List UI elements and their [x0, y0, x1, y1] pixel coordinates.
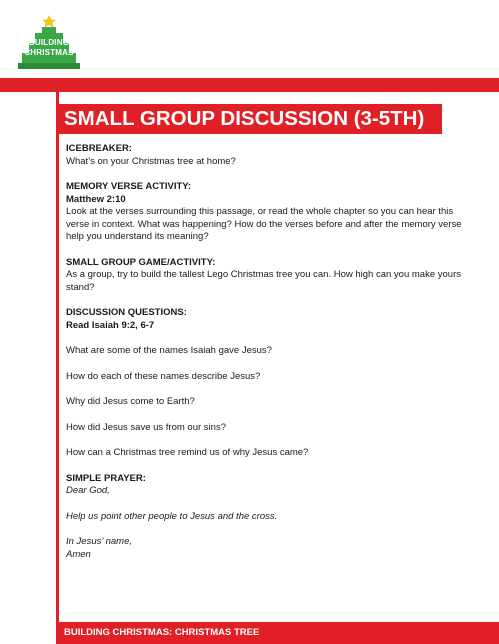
icebreaker-text: What’s on your Christmas tree at home? — [66, 155, 236, 167]
discussion-question: How can a Christmas tree remind us of why Jesus came? — [66, 447, 309, 458]
memory-verse-reference: Matthew 2:10 — [66, 193, 126, 205]
discussion-question: What are some of the names Isaiah gave Jesus? — [66, 345, 272, 356]
discussion-question: Why did Jesus come to Earth? — [66, 396, 195, 407]
discussion-heading: DISCUSSION QUESTIONS: — [66, 307, 187, 318]
left-accent-bar — [56, 92, 59, 622]
prayer-body: Help us point other people to Jesus and the cross. — [66, 510, 278, 522]
game-text: As a group, try to build the tallest Lego Christmas tree you can. How high can you make yours stand? — [66, 269, 461, 293]
prayer-greeting: Dear God, — [66, 485, 110, 496]
logo-line-1: BUILDING — [28, 38, 70, 47]
icebreaker-heading: ICEBREAKER: — [66, 143, 132, 154]
header-band — [0, 78, 499, 92]
memory-verse-heading: MEMORY VERSE ACTIVITY: — [66, 181, 192, 192]
prayer-closing: In Jesus’ name, — [66, 536, 133, 547]
discussion-question: How do each of these names describe Jesus? — [66, 370, 261, 382]
discussion-reference: Read Isaiah 9:2, 6-7 — [66, 319, 155, 331]
building-christmas-logo — [14, 14, 84, 70]
document-body — [66, 143, 466, 561]
page-title: SMALL GROUP DISCUSSION (3-5TH) — [56, 104, 442, 134]
memory-verse-text: Look at the verses surrounding this passage, or read the whole chapter so you can hear this verse in context. What was happening? How do the verses before and after the memory verse help you understand its meaning? — [66, 206, 462, 242]
prayer-heading: SIMPLE PRAYER: — [66, 472, 146, 484]
game-heading: SMALL GROUP GAME/ACTIVITY: — [66, 256, 216, 268]
footer-title: BUILDING CHRISTMAS: CHRISTMAS TREE — [56, 622, 499, 644]
discussion-question: How did Jesus save us from our sins? — [66, 421, 226, 433]
logo-line-2: CHRISTMAS — [24, 48, 74, 57]
prayer-amen: Amen — [66, 548, 91, 560]
